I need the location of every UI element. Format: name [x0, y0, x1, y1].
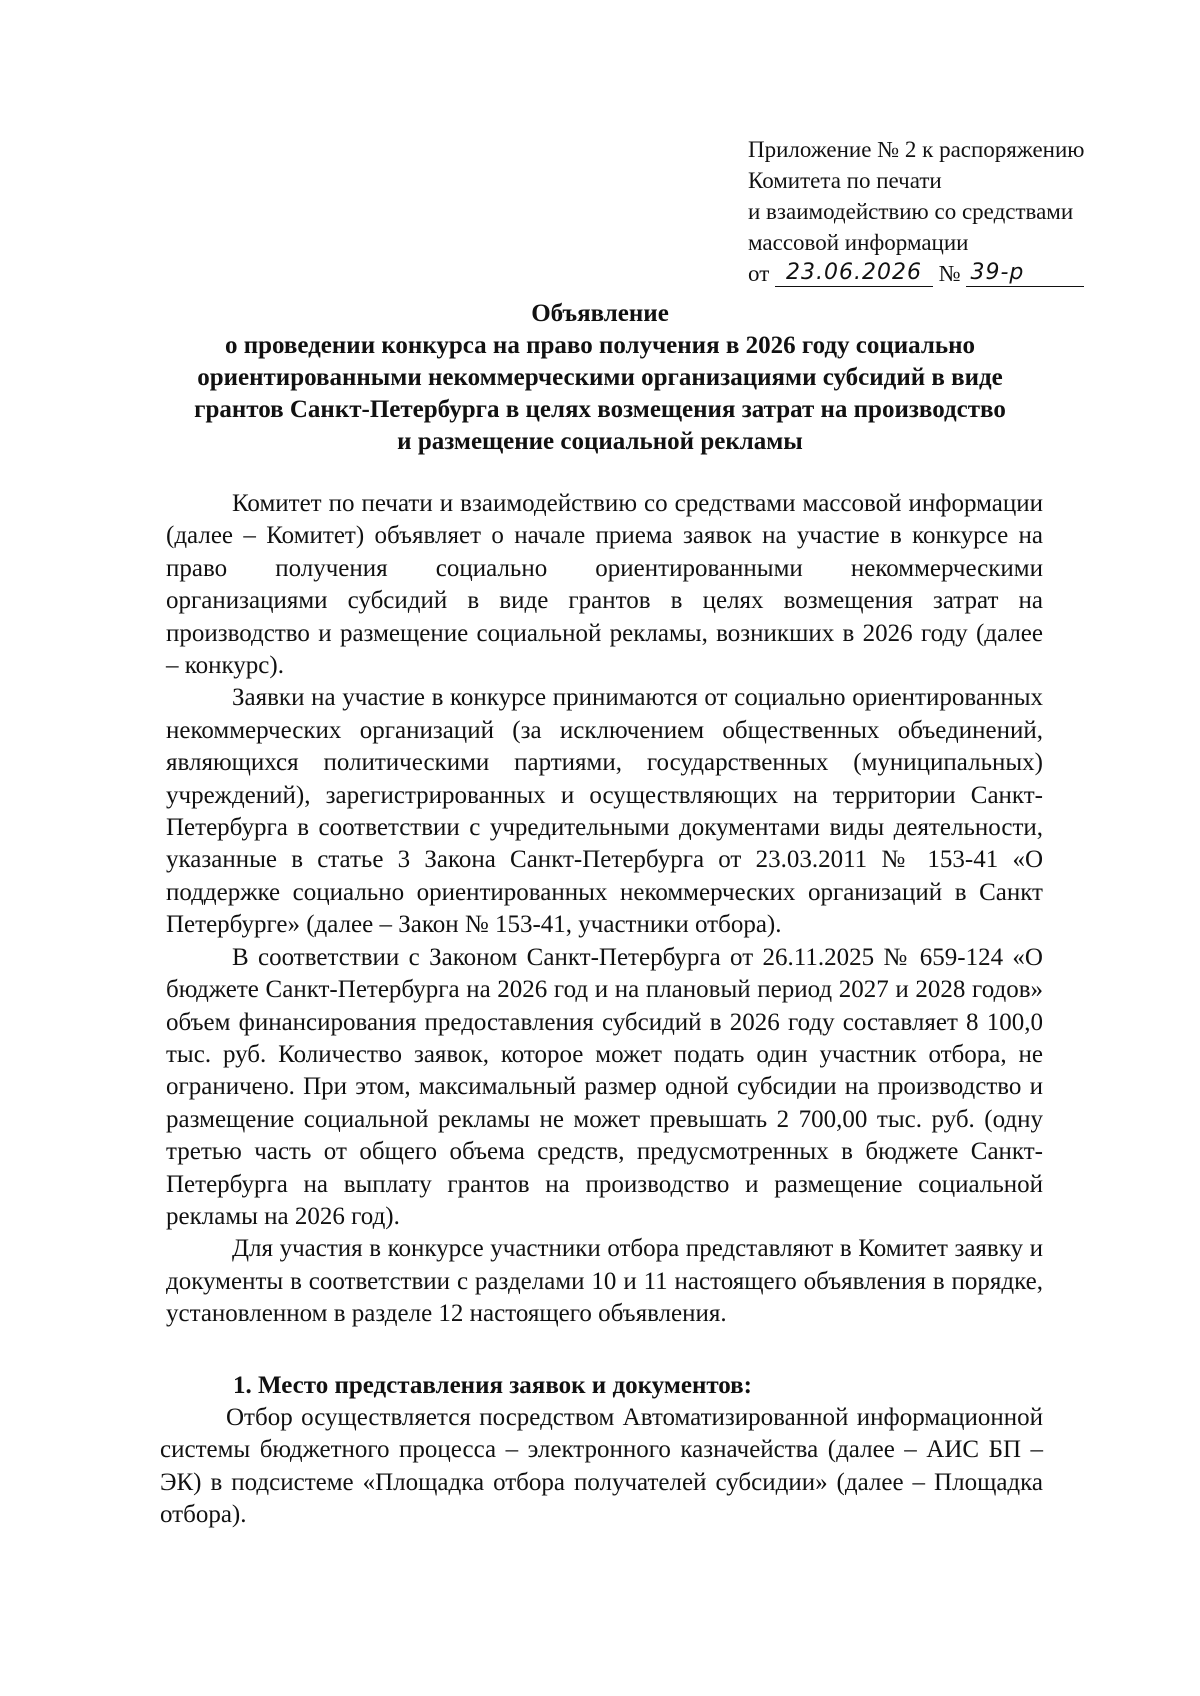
document-title: [160, 298, 1040, 458]
date-prefix: от: [748, 261, 770, 286]
paragraph-committee: Комитет по печати и взаимодействию со средствами массовой информации (далее – Комитет) объявляет о начале приема заявок на участие в конкурсе на право получения социально ориентированными некоммерческими организациями субсидий в виде грантов в целях возмещения затрат на производство и размещение социальной рекламы, возникших в 2026 году (далее – конкурс).: [166, 490, 1043, 680]
document-body: [166, 488, 1043, 1331]
paragraph-participation: Для участия в конкурсе участники отбора представляют в Комитет заявку и документы в соответствии с разделами 10 и 11 настоящего объявления в порядке, установленном в разделе 12 настоящего объявления.: [166, 1235, 1043, 1328]
number-prefix: №: [938, 261, 961, 286]
appendix-line-3: и взаимодействию со средствами: [748, 199, 1074, 224]
section-1-paragraph: Отбор осуществляется посредством Автоматизированной информационной системы бюджетного процесса – электронного казначейства (далее – АИС БП – ЭК) в подсистеме «Площадка отбора получателей субсидии» (далее – Площадка отбора).: [160, 1404, 1043, 1529]
appendix-line-2: Комитета по печати: [748, 168, 942, 193]
title-line-1: Объявление: [531, 300, 669, 327]
title-line-3: ориентированными некоммерческими организациями субсидий в виде: [197, 364, 1003, 391]
appendix-line-4: массовой информации: [748, 230, 969, 255]
appendix-date-line: [748, 258, 1084, 289]
section-1-body: [160, 1402, 1043, 1532]
title-line-5: и размещение социальной рекламы: [397, 428, 803, 455]
appendix-line-1: Приложение № 2 к распоряжению: [748, 137, 1085, 162]
title-line-4: грантов Санкт-Петербурга в целях возмещения затрат на производство: [194, 396, 1006, 423]
paragraph-budget: В соответствии с Законом Санкт-Петербурга от 26.11.2025 № 659-124 «О бюджете Санкт-Петербурга на 2026 год и на плановый период 2027 и 2028 годов» объем финансирования предоставления субсидий в 2026 году составляет 8 100,0 тыс. руб. Количество заявок, которое может подать один участник отбора, не ограничено. При этом, максимальный размер одной субсидии на производство и размещение социальной рекламы не может превышать 2 700,00 тыс. руб. (одну третью часть от общего объема средств, предусмотренных в бюджете Санкт-Петербурга на выплату грантов на производство и размещение социальной рекламы на 2026 год).: [166, 943, 1043, 1230]
appendix-block: [748, 134, 1084, 289]
section-1-heading: 1. Место представления заявок и документов:: [233, 1372, 753, 1399]
handwritten-date: 23.06.2026: [775, 260, 933, 287]
title-line-2: о проведении конкурса на право получения в 2026 году социально: [224, 332, 976, 359]
handwritten-number: 39-р: [966, 260, 1084, 287]
paragraph-applications: Заявки на участие в конкурсе принимаются от социально ориентированных некоммерческих организаций (за исключением общественных объединений, являющихся политическими партиями, государственных (муниципальных) учреждений), зарегистрированных и осуществляющих на территории Санкт-Петербурга в соответствии с учредительными документами виды деятельности, указанные в статье 3 Закона Санкт-Петербурга от 23.03.2011 № 153-41 «О поддержке социально ориентированных некоммерческих организаций в Санкт Петербурге» (далее – Закон № 153-41, участники отбора).: [166, 684, 1043, 939]
